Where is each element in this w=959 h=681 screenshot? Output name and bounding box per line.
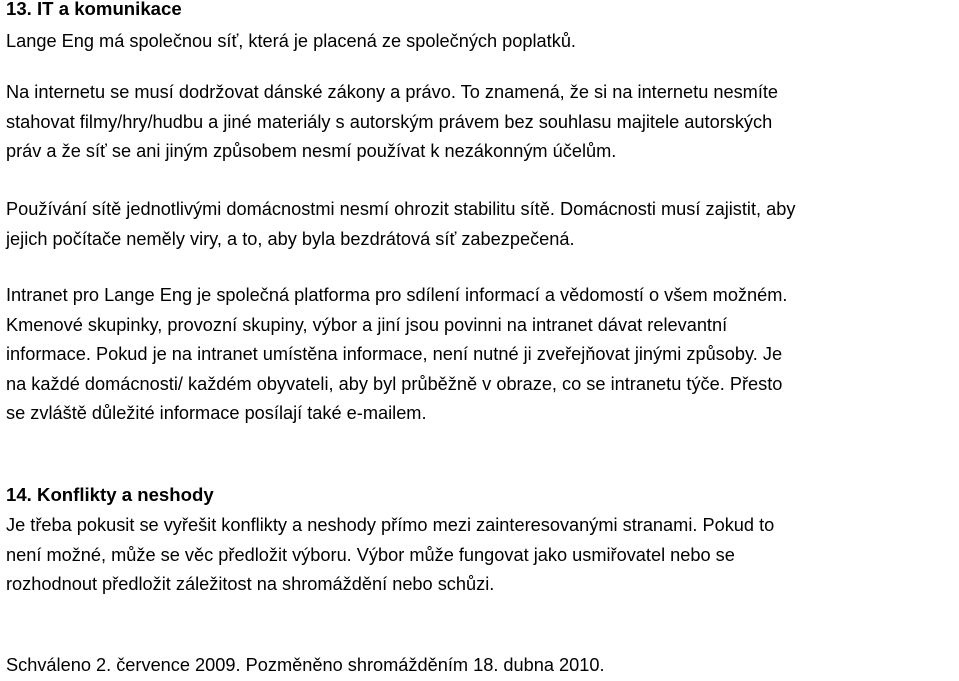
text-line: se zvláště důležité informace posílají také e-mailem. [6, 403, 427, 423]
text-line: stahovat filmy/hry/hudbu a jiné materiály s autorským právem bez souhlasu majitele autorských [6, 111, 773, 132]
text-line: Schváleno 2. července 2009. Pozměněno shromážděním 18. dubna 2010. [6, 655, 605, 675]
text-line: Je třeba pokusit se vyřešit konflikty a neshody přímo mezi zainteresovanými stranami. Pokud to [6, 515, 775, 535]
text-line: není možné, může se věc předložit výboru. Výbor může fungovat jako usmiřovatel nebo se [6, 544, 735, 565]
text-line: práv a že síť se ani jiným způsobem nesmí používat k nezákonným účelům. [6, 141, 617, 161]
text-line: Lange Eng má společnou síť, která je placená ze společných poplatků. [6, 31, 576, 51]
text-line: na každé domácnosti/ každém obyvateli, aby byl průběžně v obraze, co se intranetu týče. Přesto [6, 373, 783, 394]
text-line: Intranet pro Lange Eng je společná platforma pro sdílení informací a vědomostí o všem možném. [6, 285, 788, 305]
section-14-heading: 14. Konflikty a neshody [6, 484, 214, 505]
text-line: Kmenové skupinky, provozní skupiny, výbor a jiní jsou povinni na intranet dávat relevantní [6, 314, 728, 335]
section-13-paragraph-4 [6, 281, 956, 429]
section-14-paragraph-1 [6, 511, 956, 600]
text-line: jejich počítače neměly viry, a to, aby byla bezdrátová síť zabezpečená. [6, 228, 575, 249]
section-13-heading: 13. IT a komunikace [6, 0, 182, 19]
text-line: rozhodnout předložit záležitost na shromáždění nebo schůzi. [6, 574, 495, 594]
approval-note [6, 651, 956, 681]
section-13-paragraph-3 [6, 195, 956, 254]
text-line: Na internetu se musí dodržovat dánské zákony a právo. To znamená, že si na internetu nesmíte [6, 82, 779, 102]
text-line: informace. Pokud je na intranet umístěna informace, není nutné ji zveřejňovat jinými způsoby. Je [6, 344, 783, 364]
text-line: Používání sítě jednotlivými domácnostmi nesmí ohrozit stabilitu sítě. Domácnosti musí zajistit, aby [6, 199, 796, 219]
section-13-paragraph-2 [6, 78, 956, 167]
section-13-paragraph-1 [6, 27, 956, 57]
